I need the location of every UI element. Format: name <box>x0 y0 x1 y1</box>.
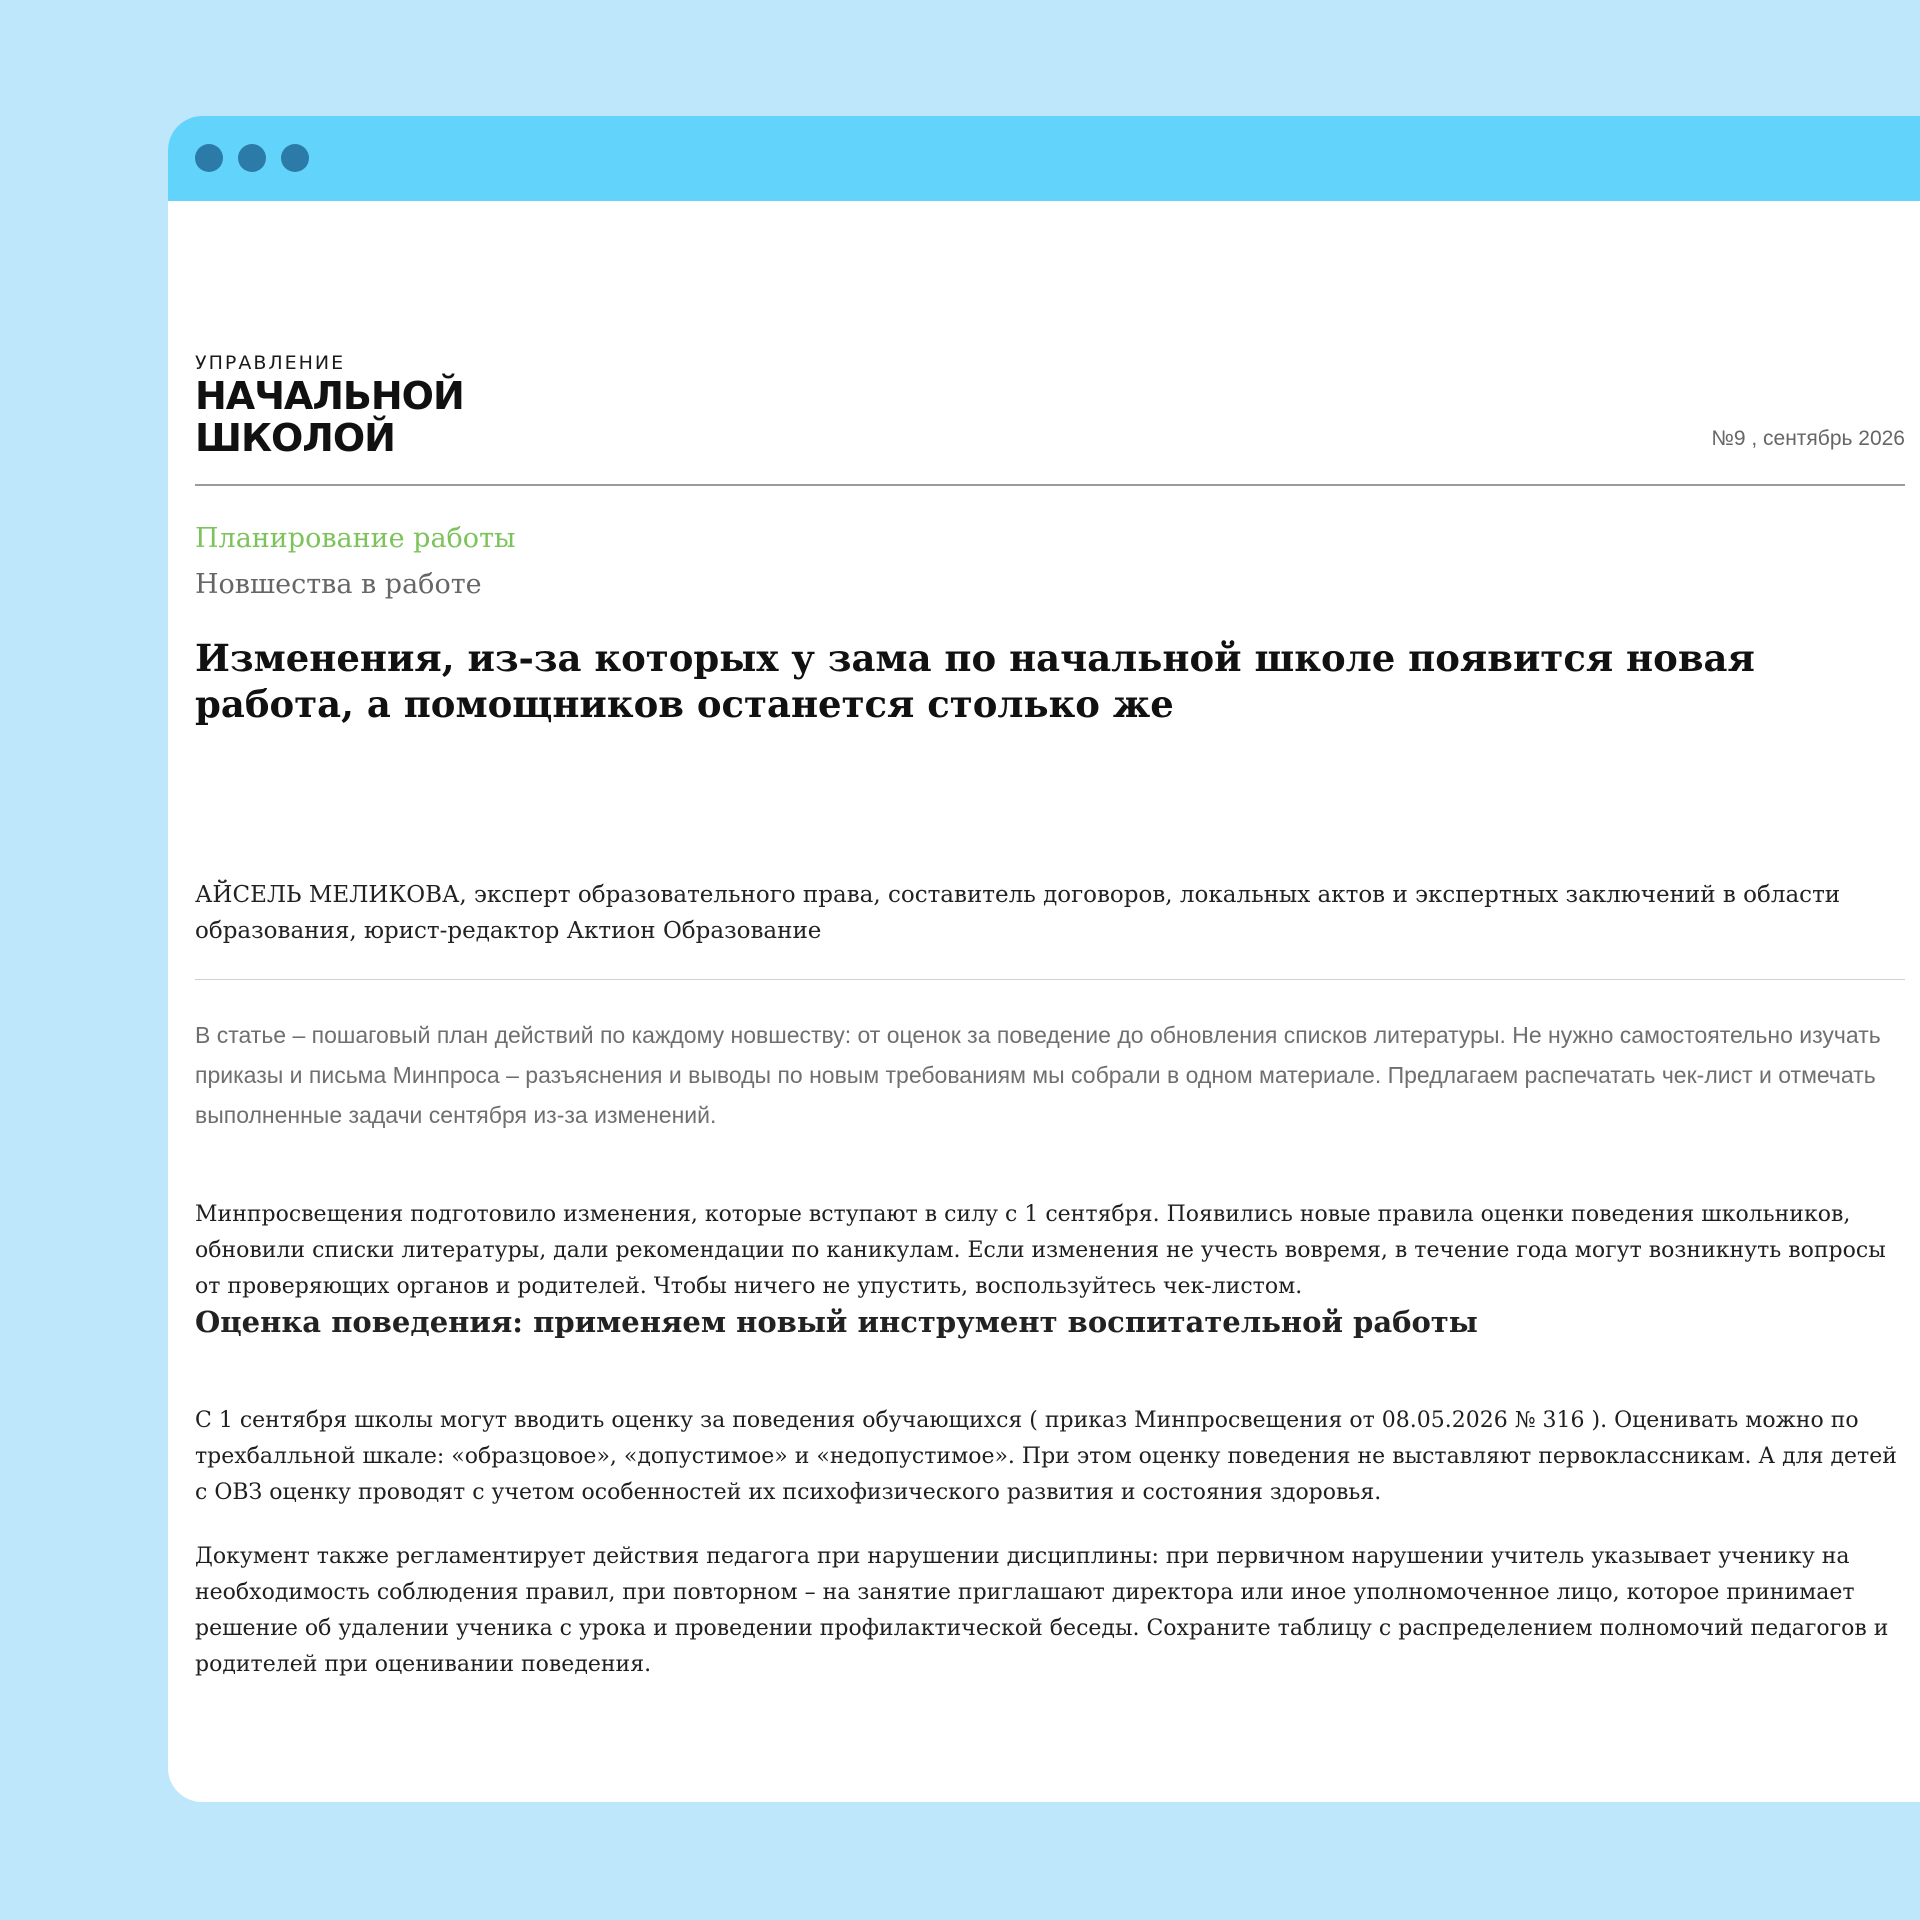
article-author: АЙСЕЛЬ МЕЛИКОВА, эксперт образовательного права, составитель договоров, локальных актов и экспертных заключений в области образования, юрист-редактор Актион Образование <box>195 882 1841 944</box>
header-divider <box>195 484 1905 486</box>
issue-number: №9 , сентябрь 2026 <box>1711 427 1905 450</box>
window-control-dot-icon[interactable] <box>195 144 223 172</box>
article-lead: В статье – пошаговый план действий по каждому новшеству: от оценок за поведение до обновления списков литературы. Не нужно самостоятельно изучать приказы и письма Минпроса – разъяснения и выводы по новым требованиям мы собрали в одном материале. Предлагаем распечатать чек-лист и отмечать выполненные задачи сентября из-за изменений. <box>195 1022 1881 1128</box>
logo-small-text: УПРАВЛЕНИЕ <box>195 352 346 374</box>
article-paragraph: Документ также регламентирует действия педагога при нарушении дисциплины: при первичном нарушении учитель указывает ученику на необходимость соблюдения правил, при повторном – на занятие приглашают директора или иное уполномоченное лицо, которое принимает решение об удалении ученика с урока и проведении профилактической беседы. Сохраните таблицу с распределением полномочий педагогов и родителей при оценивании поведения. <box>195 1544 1889 1677</box>
section-heading: Оценка поведения: применяем новый инструмент воспитательной работы <box>195 1305 1478 1339</box>
logo-title-line-2: ШКОЛОЙ <box>195 416 395 460</box>
author-divider <box>195 979 1905 980</box>
title-bar <box>168 116 1920 201</box>
article-title: Изменения, из-за которых у зама по начальной школе появится новая работа, а помощников останется столько же <box>195 636 1755 726</box>
rubric-link[interactable]: Планирование работы <box>195 523 516 554</box>
article-page <box>195 201 1905 1801</box>
article-paragraph: С 1 сентября школы могут вводить оценку за поведения обучающихся ( приказ Минпросвещения от 08.05.2026 № 316 ). Оценивать можно по трехбалльной шкале: «образцовое», «допустимое» и «недопустимое». При этом оценку поведения не выставляют первоклассникам. А для детей с ОВЗ оценку проводят с учетом особенностей их психофизического развития и состояния здоровья. <box>195 1408 1897 1505</box>
logo-title-line-1: НАЧАЛЬНОЙ <box>195 374 464 418</box>
magazine-logo[interactable] <box>195 351 464 459</box>
subrubric-link[interactable]: Новшества в работе <box>195 569 482 600</box>
article-paragraph: Минпросвещения подготовило изменения, которые вступают в силу с 1 сентября. Появились новые правила оценки поведения школьников, обновили списки литературы, дали рекомендации по каникулам. Если изменения не учесть вовремя, в течение года могут возникнуть вопросы от проверяющих органов и родителей. Чтобы ничего не упустить, воспользуйтесь чек-листом. <box>195 1202 1886 1299</box>
window-control-dot-icon[interactable] <box>281 144 309 172</box>
browser-window <box>168 116 1920 1802</box>
window-control-dot-icon[interactable] <box>238 144 266 172</box>
